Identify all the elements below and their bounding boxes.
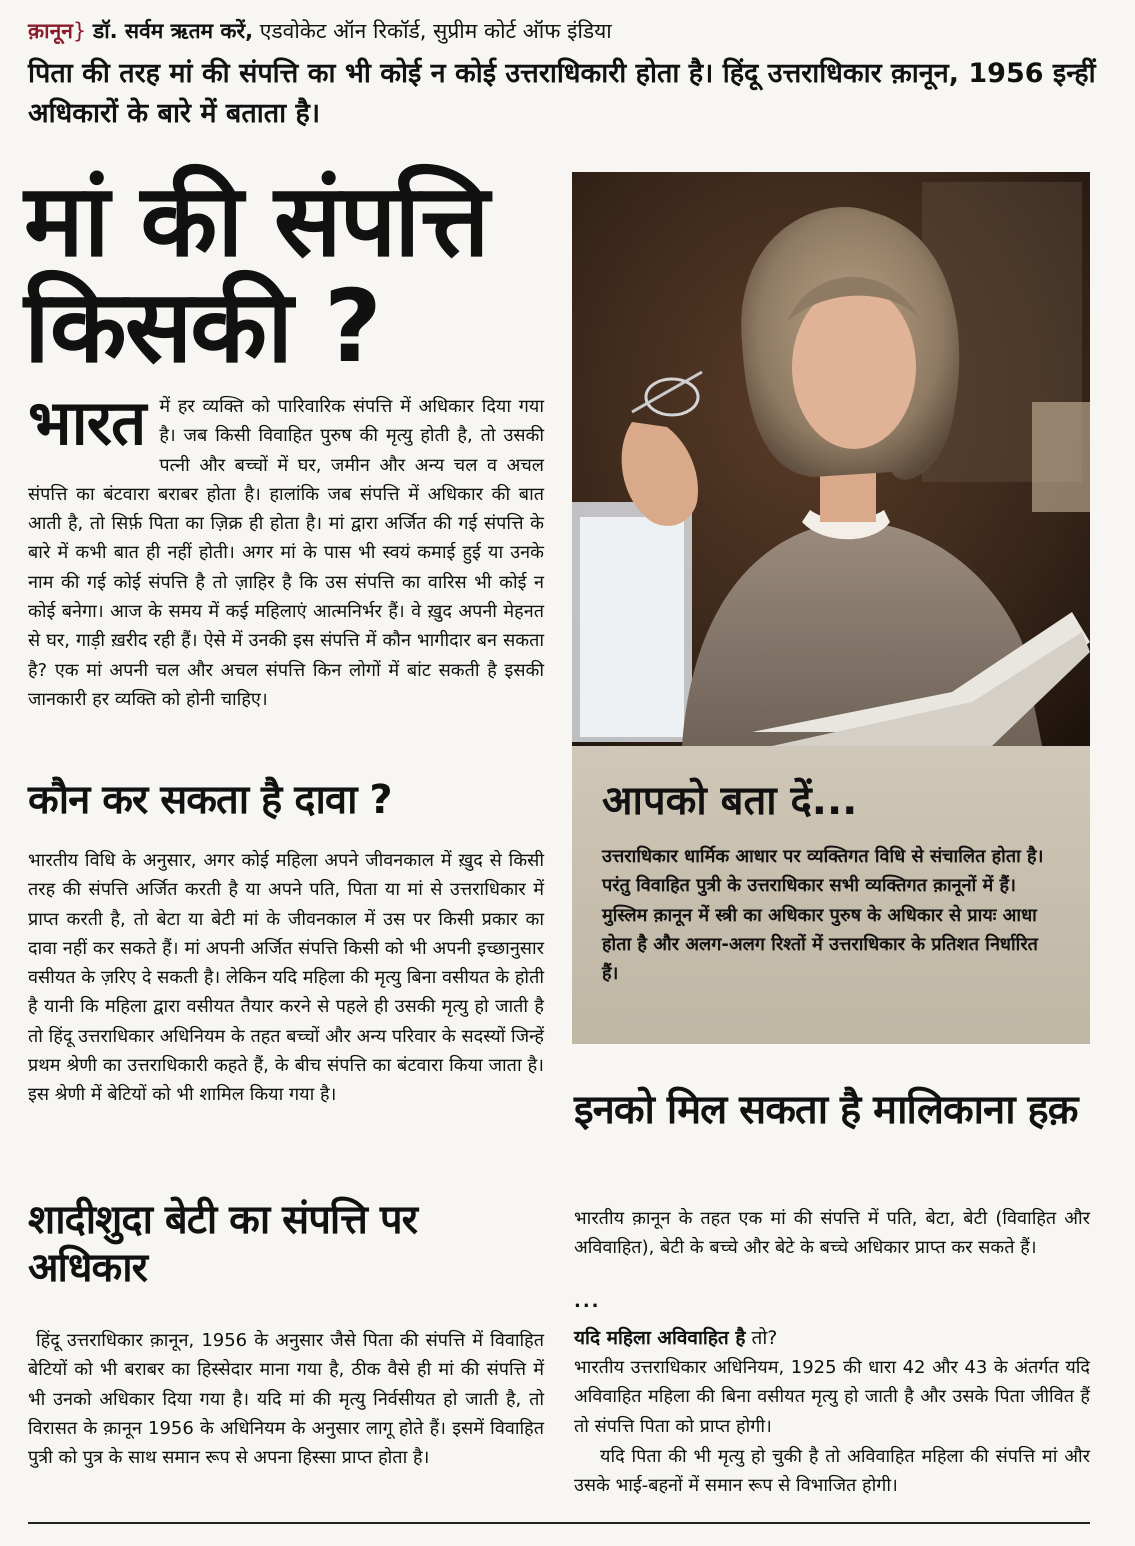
headline-line-2: किसकी ? — [24, 268, 380, 385]
unmarried-question-rest: तो? — [745, 1327, 778, 1349]
photo-illustration — [572, 172, 1090, 746]
ownership-text: भारतीय क़ानून के तहत एक मां की संपत्ति में पति, बेटा, बेटी (विवाहित और अविवाहित), बेटी के बच्चे और बेटे के बच्चे अधिकार प्राप्त कर सकते हैं। — [574, 1208, 1090, 1259]
intro-text: में हर व्यक्ति को पारिवारिक संपत्ति में अधिकार दिया गया है। जब किसी विवाहित पुरुष की मृत्यु होती है, तो उसकी पत्नी और बच्चों में घर, जमीन और अन्य चल व अचल संपत्ति का बंटवारा बराबर होता है। हालांकि जब संपत्ति में अधिकार की बात आती है, तो सिर्फ़ पिता का ज़िक्र ही होता है। मां द्वारा अर्जित की गई संपत्ति के बारे में कभी बात ही नहीं होती। अगर मां के पास भी स्वयं कमाई हुई या उनके नाम की गई कोई संपत्ति है तो ज़ाहिर है कि उस संपत्ति का वारिस भी कोई न कोई बनेगा। आज के समय में कई महिलाएं आत्मनिर्भर हैं। वे ख़ुद अपनी मेहनत से घर, गाड़ी ख़रीद रही हैं। ऐसे में उनकी इस संपत्ति में कौन भागीदार बन सकता है? एक मां अपनी चल और अचल संपत्ति किन लोगों में बांट सकती है इसकी जानकारी हर व्यक्ति को होनी चाहिए। — [28, 396, 544, 710]
section-tag: क़ानून — [28, 19, 73, 43]
unmarried-question — [574, 1324, 777, 1352]
married-daughter-heading: शादीशुदा बेटी का संपत्ति पर अधिकार — [28, 1197, 417, 1291]
claim-text: भारतीय विधि के अनुसार, अगर कोई महिला अपने जीवनकाल में ख़ुद से किसी तरह की संपत्ति अर्जित करती है या अपने पति, पिता या मां से उत्तराधिकार में प्राप्त करती है, तो बेटा या बेटी मां के जीवनकाल में उस पर किसी प्रकार का दावा नहीं कर सकते हैं। मां अपनी अर्जित संपत्ति किसी को भी अपनी इच्छानुसार वसीयत के ज़रिए दे सकती है। लेकिन यदि महिला की मृत्यु बिना वसीयत के होती है यानी कि महिला द्वारा वसीयत तैयार करने से पहले ही उसकी मृत्यु हो जाती है तो हिंदू उत्तराधिकार अधिनियम के तहत बच्चों और अन्य परिवार के सदस्यों जिन्हें प्रथम श्रेणी का उत्तराधिकारी कहते हैं, के बीच संपत्ति का बंटवारा किया जाता है। इस श्रेणी में बेटियों को भी शामिल किया गया है। — [28, 850, 544, 1106]
author-name: डॉ. सर्वम ऋतम करें, — [92, 19, 254, 43]
unmarried-answer-1: भारतीय उत्तराधिकार अधिनियम, 1925 की धारा 42 और 43 के अंतर्गत यदि अविवाहित महिला की बिना वसीयत मृत्यु हो जाती है और उसके पिता जीवित हैं तो संपत्ति पिता को प्राप्त होगी। — [574, 1357, 1090, 1437]
standfirst: पिता की तरह मां की संपत्ति का भी कोई न कोई उत्तराधिकारी होता है। हिंदू उत्तराधिकार क़ानून, 1956 इन्हीं अधिकारों के बारे में बताता है। — [28, 58, 1096, 129]
headline-line-1: मां की संपत्ति — [24, 162, 488, 279]
unmarried-answer-2: यदि पिता की भी मृत्यु हो चुकी है तो अविवाहित महिला की संपत्ति मां और उसके भाई-बहनों में समान रूप से विभाजित होगी। — [574, 1446, 1090, 1497]
claim-heading: कौन कर सकता है दावा ? — [28, 777, 392, 823]
info-box-title: आपको बता दें... — [602, 778, 858, 824]
intro-paragraph — [28, 386, 544, 714]
woman-photo — [572, 172, 1090, 746]
info-box-text: उत्तराधिकार धार्मिक आधार पर व्यक्तिगत विधि से संचालित होता है। परंतु विवाहित पुत्री के उत्तराधिकार सभी व्यक्तिगत क़ानूनों में हैं। मुस्लिम क़ानून में स्त्री का अधिकार पुरुष के अधिकार से प्रायः आधा होता है और अलग-अलग रिश्तों में उत्तराधिकार के प्रतिशत निर्धारित हैं। — [602, 846, 1044, 985]
headline — [24, 162, 564, 385]
unmarried-question-bold: यदि महिला अविवाहित है — [574, 1327, 746, 1349]
ownership-heading: इनको मिल सकता है मालिकाना हक़ — [574, 1087, 1078, 1133]
info-box — [572, 746, 1090, 1044]
married-daughter-text: हिंदू उत्तराधिकार क़ानून, 1956 के अनुसार जैसे पिता की संपत्ति में विवाहित बेटियों को भी बराबर का हिस्सेदार माना गया है, ठीक वैसे ही मां की संपत्ति में भी उनको अधिकार दिया गया है। यदि मां की मृत्यु निर्वसीयत हो जाती है, तो विरासत के क़ानून 1956 के अधिनियम के अनुसार लागू होते हैं। इसमें विवाहित पुत्री को पुत्र के साथ समान रूप से अपना हिस्सा प्राप्त होता है। — [28, 1330, 544, 1469]
intro-drop-word: भारत — [28, 386, 146, 459]
bottom-rule — [28, 1522, 1090, 1524]
tag-separator: } — [72, 19, 87, 43]
author-designation: एडवोकेट ऑन रिकॉर्ड, सुप्रीम कोर्ट ऑफ इंडिया — [259, 19, 612, 43]
kicker — [28, 18, 612, 44]
ownership-dots: ... — [574, 1291, 601, 1312]
